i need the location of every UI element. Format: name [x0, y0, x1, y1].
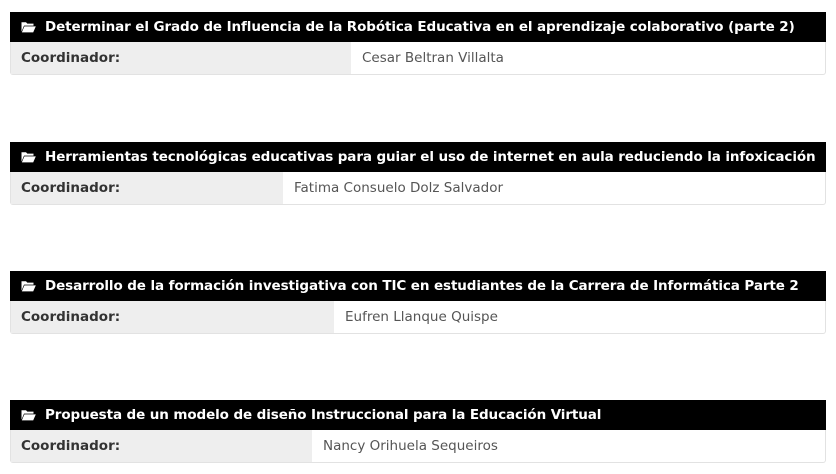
project-title: Propuesta de un modelo de diseño Instruccional para la Educación Virtual: [45, 407, 602, 423]
coordinator-label: Coordinador:: [11, 42, 351, 74]
coordinator-label: Coordinador:: [11, 430, 312, 462]
project-title: Herramientas tecnológicas educativas para guiar el uso de internet en aula reduciendo la infoxicación: [45, 149, 816, 165]
project-header[interactable]: [10, 400, 826, 430]
folder-open-icon: [21, 21, 36, 33]
coordinator-row: [10, 301, 826, 334]
project-header[interactable]: [10, 271, 826, 301]
coordinator-label: Coordinador:: [11, 301, 334, 333]
folder-open-icon: [21, 280, 36, 292]
project-title: Desarrollo de la formación investigativa con TIC en estudiantes de la Carrera de Informática Parte 2: [45, 278, 799, 294]
project-title: Determinar el Grado de Influencia de la Robótica Educativa en el aprendizaje colaborativo (parte 2): [45, 19, 795, 35]
coordinator-name: Nancy Orihuela Sequeiros: [323, 438, 498, 454]
project-card: [10, 400, 826, 463]
coordinator-row: [10, 42, 826, 75]
project-card: [10, 12, 826, 75]
folder-open-icon: [21, 151, 36, 163]
coordinator-label: Coordinador:: [11, 172, 283, 204]
folder-open-icon: [21, 409, 36, 421]
project-card: [10, 142, 826, 205]
coordinator-row: [10, 430, 826, 463]
coordinator-row: [10, 172, 826, 205]
coordinator-name: Eufren Llanque Quispe: [345, 309, 498, 325]
project-header[interactable]: [10, 12, 826, 42]
coordinator-name: Cesar Beltran Villalta: [362, 50, 504, 66]
project-header[interactable]: [10, 142, 826, 172]
project-card: [10, 271, 826, 334]
coordinator-name: Fatima Consuelo Dolz Salvador: [294, 180, 504, 196]
